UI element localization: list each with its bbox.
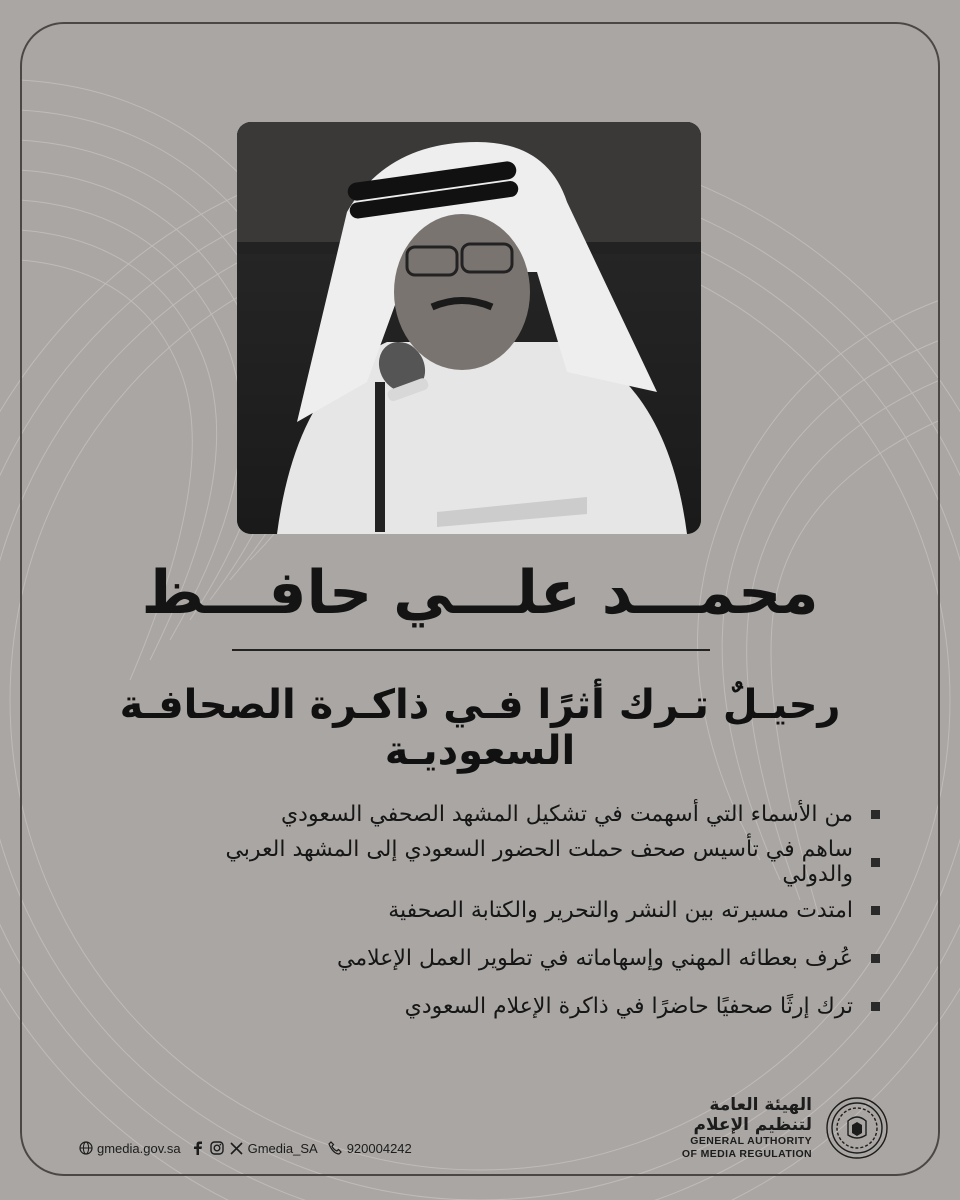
list-item bbox=[160, 790, 880, 838]
bullet-list bbox=[160, 790, 880, 1030]
bullet-square-icon bbox=[871, 858, 880, 867]
person-name: محمـــد علـــي حافـــظ bbox=[141, 558, 819, 628]
website-link[interactable] bbox=[78, 1141, 181, 1156]
social-links[interactable] bbox=[191, 1141, 318, 1156]
brand-name-en-line1: GENERAL AUTHORITY bbox=[690, 1135, 812, 1147]
list-item bbox=[160, 982, 880, 1030]
subtitle: رحيـلٌ تـرك أثرًا فـي ذاكـرة الصحافـة السعوديـة bbox=[119, 682, 841, 774]
brand-name-ar-line2: لتنظيم الإعلام bbox=[693, 1115, 812, 1135]
social-handle: Gmedia_SA bbox=[247, 1140, 318, 1156]
list-item bbox=[160, 934, 880, 982]
instagram-icon bbox=[210, 1141, 225, 1156]
portrait-photo bbox=[237, 122, 701, 534]
bullet-square-icon bbox=[871, 810, 880, 819]
globe-icon bbox=[78, 1141, 93, 1156]
bullet-square-icon bbox=[871, 906, 880, 915]
list-item bbox=[160, 886, 880, 934]
brand-name bbox=[682, 1095, 812, 1161]
phone-number: 920004242 bbox=[346, 1140, 412, 1156]
phone-icon bbox=[328, 1141, 343, 1156]
authority-brand bbox=[682, 1095, 890, 1161]
x-icon bbox=[229, 1141, 244, 1156]
facebook-icon bbox=[191, 1141, 206, 1156]
bullet-text: عُرف بعطائه المهني وإسهاماته في تطوير العمل الإعلامي bbox=[337, 945, 853, 971]
phone-contact[interactable] bbox=[328, 1141, 412, 1156]
bullet-text: ساهم في تأسيس صحف حملت الحضور السعودي إلى المشهد العربي والدولي bbox=[225, 837, 853, 887]
bullet-text: ترك إرثًا صحفيًا حاضرًا في ذاكرة الإعلام السعودي bbox=[404, 993, 853, 1019]
footer-contact bbox=[78, 1136, 412, 1160]
title-divider bbox=[232, 649, 710, 651]
bullet-square-icon bbox=[871, 954, 880, 963]
list-item bbox=[160, 838, 880, 886]
bullet-text: من الأسماء التي أسهمت في تشكيل المشهد الصحفي السعودي bbox=[280, 801, 853, 827]
website-text: gmedia.gov.sa bbox=[97, 1140, 181, 1156]
brand-name-ar-line1: الهيئة العامة bbox=[709, 1095, 812, 1115]
authority-logo-icon bbox=[824, 1095, 890, 1161]
bullet-text: امتدت مسيرته بين النشر والتحرير والكتابة الصحفية bbox=[388, 897, 853, 923]
brand-name-en-line2: OF MEDIA REGULATION bbox=[681, 1148, 812, 1160]
bullet-square-icon bbox=[871, 1002, 880, 1011]
